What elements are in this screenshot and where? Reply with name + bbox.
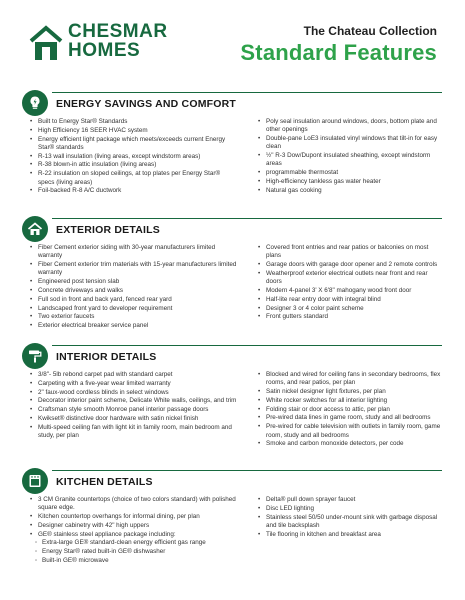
- page-title: Standard Features: [240, 40, 437, 65]
- list-item: • Two exterior faucets: [30, 313, 238, 321]
- section-kitchen: [22, 470, 442, 566]
- feature-list-left: [30, 118, 246, 196]
- list-item: • Built to Energy Star® Standards: [30, 118, 238, 126]
- paint-roller-icon: [22, 343, 48, 369]
- logo-line-1: CHESMAR: [68, 21, 168, 42]
- section-header: [22, 345, 442, 367]
- section-title: KITCHEN DETAILS: [56, 476, 153, 488]
- section-energy: [22, 92, 442, 196]
- feature-columns: [22, 244, 442, 331]
- energy-bulb-icon: [22, 90, 48, 116]
- list-item: • Stainless steel 50/50 under-mount sink with garbage disposal and tile backsplash: [258, 514, 442, 531]
- list-item: • 2" faux-wood cordless blinds in select windows: [30, 389, 238, 397]
- section-header: [22, 92, 442, 114]
- list-item: • Exterior electrical breaker service panel: [30, 322, 238, 330]
- chesmar-logo[interactable]: [28, 22, 228, 66]
- sub-list-item: ◦ Extra-large GE® standard-clean energy efficient gas range: [30, 539, 238, 547]
- feature-list-right: [246, 118, 442, 196]
- list-item: • Decorator interior paint scheme, Delicate White walls, ceilings, and trim: [30, 397, 238, 405]
- list-item: • High Efficiency 16 SEER HVAC system: [30, 127, 238, 135]
- list-item: • Carpeting with a five-year wear limited warranty: [30, 380, 238, 388]
- header: [0, 0, 465, 78]
- list-item: • Engineered post tension slab: [30, 278, 238, 286]
- logo-wordmark: [68, 22, 168, 60]
- list-item: • Craftsman style smooth Monroe panel interior passage doors: [30, 406, 238, 414]
- feature-columns: [22, 371, 442, 449]
- list-item: • High-efficiency tankless gas water heater: [258, 178, 442, 186]
- list-item: • Front gutters standard: [258, 313, 442, 321]
- list-item: • Designer cabinetry with 42" high uppers: [30, 522, 238, 530]
- list-item: • Pre-wired for cable television with outlets in family room, game room, study and all bedrooms: [258, 423, 442, 440]
- sub-list-item: ◦ Energy Star® rated built-in GE® dishwasher: [30, 548, 238, 556]
- section-title: EXTERIOR DETAILS: [56, 224, 160, 236]
- feature-columns: [22, 496, 442, 566]
- list-item: • ½" R-3 Dow/Dupont insulated sheathing, except windstorm areas: [258, 152, 442, 169]
- list-item: • Weatherproof exterior electrical outlets near front and rear doors: [258, 270, 442, 287]
- feature-list-right: [246, 496, 442, 566]
- feature-list-left: [30, 496, 246, 566]
- list-item: • R-13 wall insulation (living areas, except windstorm areas): [30, 153, 238, 161]
- section-interior: [22, 345, 442, 449]
- list-item: • Concrete driveways and walks: [30, 287, 238, 295]
- list-item: • Modern 4-panel 3' X 6'8" mahogany wood front door: [258, 287, 442, 295]
- section-title: ENERGY SAVINGS AND COMFORT: [56, 98, 237, 110]
- feature-columns: [22, 118, 442, 196]
- feature-list-right: [246, 371, 442, 449]
- section-divider: [52, 218, 442, 219]
- list-item: • Garage doors with garage door opener and 2 remote controls: [258, 261, 442, 269]
- list-item: • R-38 blown-in attic insulation (living areas): [30, 161, 238, 169]
- list-item: • Pre-wired data lines in game room, study and all bedrooms: [258, 414, 442, 422]
- list-item: • GE® stainless steel appliance package including:: [30, 531, 238, 539]
- section-title: INTERIOR DETAILS: [56, 351, 157, 363]
- list-item: • Folding stair or door access to attic, per plan: [258, 406, 442, 414]
- section-divider: [52, 345, 442, 346]
- section-header: [22, 470, 442, 492]
- list-item: • Full sod in front and back yard, fenced rear yard: [30, 296, 238, 304]
- feature-list-right: [246, 244, 442, 331]
- list-item: • Multi-speed ceiling fan with light kit in family room, main bedroom and study, per plan: [30, 424, 238, 441]
- list-item: • Blocked and wired for ceiling fans in secondary bedrooms, flex rooms, and rear patios, per plan: [258, 371, 442, 388]
- list-item: • Designer 3 or 4 color paint scheme: [258, 305, 442, 313]
- house-logo-icon: [28, 24, 64, 62]
- list-item: • Fiber Cement exterior siding with 30-year manufacturers limited warranty: [30, 244, 238, 261]
- logo-line-2: HOMES: [68, 40, 141, 61]
- list-item: • Smoke and carbon monoxide detectors, per code: [258, 440, 442, 448]
- list-item: • Landscaped front yard to developer requirement: [30, 305, 238, 313]
- list-item: • Natural gas cooking: [258, 187, 442, 195]
- list-item: • Energy efficient light package which meets/exceeds current Energy Star® standards: [30, 136, 238, 153]
- feature-list-left: [30, 244, 246, 331]
- list-item: • Poly seal insulation around windows, doors, bottom plate and other openings: [258, 118, 442, 135]
- feature-list-left: [30, 371, 246, 449]
- oven-icon: [22, 468, 48, 494]
- section-divider: [52, 470, 442, 471]
- collection-name: The Chateau Collection: [303, 24, 437, 38]
- list-item: • Double-pane LoE3 insulated vinyl windows that tilt-in for easy clean: [258, 135, 442, 152]
- list-item: • Tile flooring in kitchen and breakfast area: [258, 531, 442, 539]
- list-item: • Delta® pull down sprayer faucet: [258, 496, 442, 504]
- list-item: • Kitchen countertop overhangs for informal dining, per plan: [30, 513, 238, 521]
- list-item: • Half-lite rear entry door with integral blind: [258, 296, 442, 304]
- list-item: • Disc LED lighting: [258, 505, 442, 513]
- list-item: • programmable thermostat: [258, 169, 442, 177]
- list-item: • Covered front entries and rear patios or balconies on most plans: [258, 244, 442, 261]
- list-item: • 3/8"- 5lb rebond carpet pad with standard carpet: [30, 371, 238, 379]
- sub-list-item: ◦ Built-in GE® microwave: [30, 557, 238, 565]
- section-exterior: [22, 218, 442, 331]
- list-item: • Foil-backed R-8 A/C ductwork: [30, 187, 238, 195]
- list-item: • Fiber Cement exterior trim materials with 15-year manufacturers limited warranty: [30, 261, 238, 278]
- section-header: [22, 218, 442, 240]
- list-item: • R-22 insulation on sloped ceilings, at top plates per Energy Star® specs (living areas): [30, 170, 238, 187]
- list-item: • 3 CM Granite countertops (choice of two colors standard) with polished square edge.: [30, 496, 238, 513]
- section-divider: [52, 92, 442, 93]
- list-item: • Satin nickel designer light fixtures, per plan: [258, 388, 442, 396]
- house-icon: [22, 216, 48, 242]
- list-item: • White rocker switches for all interior lighting: [258, 397, 442, 405]
- list-item: • Kwikset® distinctive door hardware with satin nickel finish: [30, 415, 238, 423]
